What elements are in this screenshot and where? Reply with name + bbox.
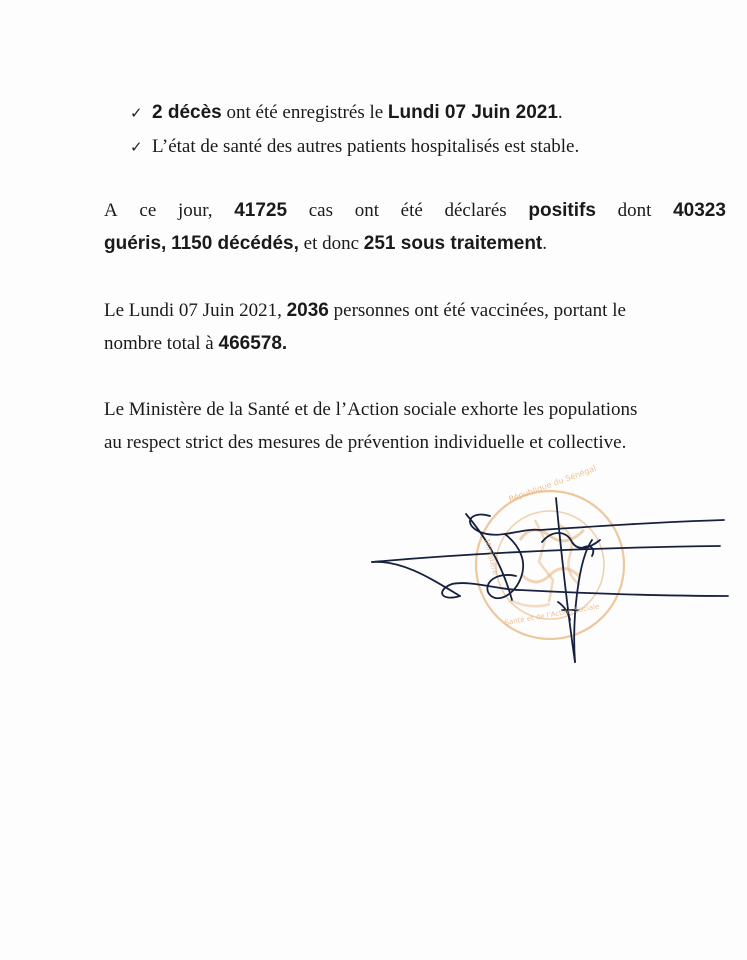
bullet-text: L’état de santé des autres patients hospitalisés est stable. bbox=[152, 136, 580, 157]
cases-line-2: guéris, 1150 décédés, et donc 251 sous traitement. bbox=[104, 233, 548, 254]
vaccination-total: 466578. bbox=[218, 333, 288, 354]
deceased-count: 1150 décédés, bbox=[171, 233, 299, 254]
checkmark-icon: ✓ bbox=[130, 104, 143, 122]
vaccination-line-1: Le Lundi 07 Juin 2021, 2036 personnes ont été vaccinées, portant le bbox=[104, 300, 626, 321]
cases-line-1: A ce jour, 41725 cas ont été déclarés positifs dont 40323 bbox=[104, 194, 726, 227]
bullet-text: 2 décès ont été enregistrés le Lundi 07 Juin 2021. bbox=[152, 102, 563, 123]
stamp-bottom-text: Santé et de l’Action Sociale bbox=[503, 602, 600, 627]
signature-icon bbox=[372, 498, 728, 662]
vaccinated-count: 2036 bbox=[286, 300, 329, 321]
stamp-top-text: République du Sénégal bbox=[507, 463, 598, 504]
under-treatment-count: 251 sous traitement bbox=[363, 233, 543, 254]
ministry-appeal-paragraph: Le Ministère de la Santé et de l’Action sociale exhorte les populations au respect strict des mesures de prévention individuelle et collective. bbox=[104, 399, 638, 453]
recovered-count: 40323 bbox=[673, 200, 726, 221]
vaccination-line-2: nombre total à 466578. bbox=[104, 333, 288, 354]
checkmark-icon: ✓ bbox=[130, 138, 143, 156]
total-cases: 41725 bbox=[234, 200, 288, 221]
stamp-left-text: Ministère bbox=[482, 538, 501, 576]
